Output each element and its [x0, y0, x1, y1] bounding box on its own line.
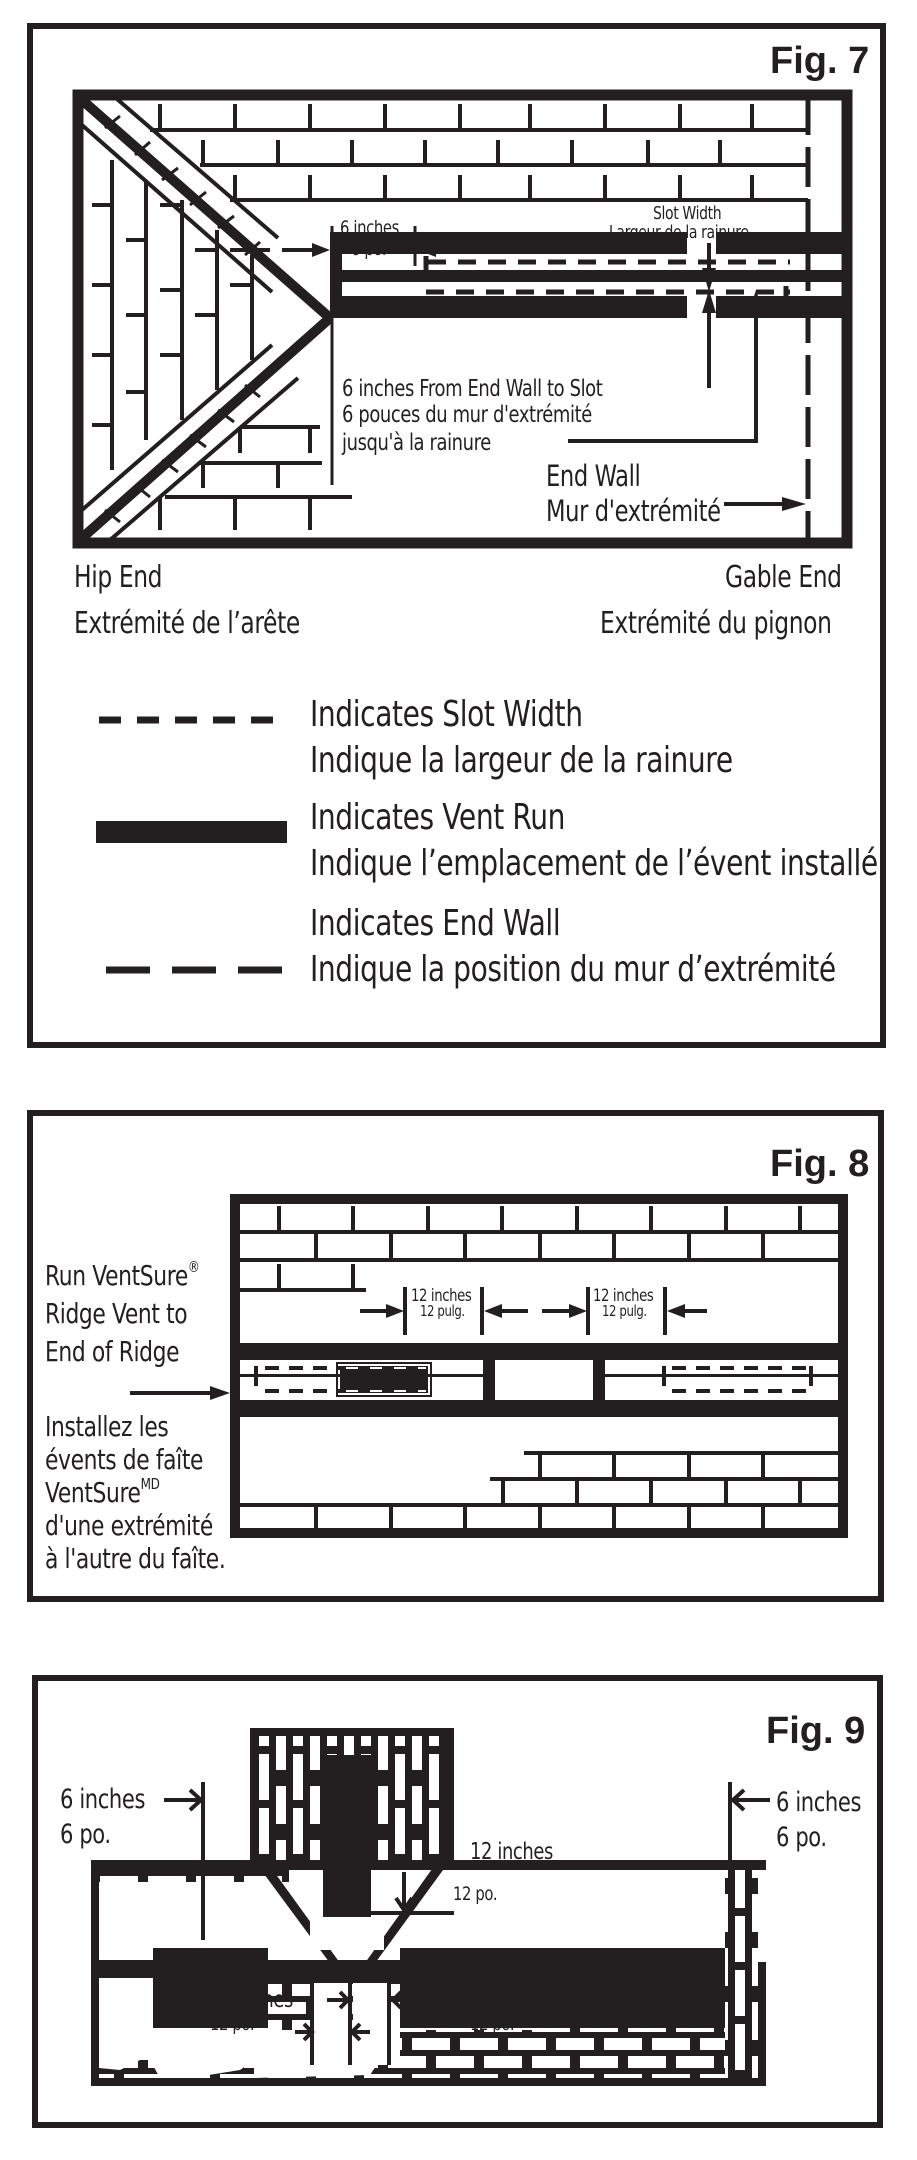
fig8-dim-a-en: 12 inches	[411, 1286, 472, 1306]
legend-slot-width-fr: Indique la largeur de la rainure	[310, 740, 733, 781]
from-end-wall-en: 6 inches From End Wall to Slot	[342, 376, 603, 402]
figure-8-title: Fig. 8	[770, 1143, 870, 1185]
gable-end-fr: Extrémité du pignon	[600, 606, 832, 641]
from-end-wall-fr2: jusqu'à la rainure	[342, 430, 491, 456]
from-end-wall-fr1: 6 pouces du mur d'extrémité	[342, 402, 592, 428]
fig8-dim-a-fr: 12 pulg.	[420, 1302, 465, 1320]
legend-slot-width-en: Indicates Slot Width	[310, 694, 583, 735]
fig8-instruction-fr-line2: évents de faîte	[45, 1443, 204, 1476]
fig8-instruction-en-line3: End of Ridge	[45, 1335, 180, 1368]
hip-end-fr: Extrémité de l’arête	[74, 606, 300, 641]
fig9-right-6in-fr: 6 po.	[776, 1822, 827, 1853]
fig8-dim-b-fr: 12 pulg.	[602, 1302, 647, 1320]
slot-width-en: Slot Width	[653, 203, 722, 224]
fig8-instruction-fr-line3: VentSure$^{MD}$	[45, 1475, 160, 1509]
dim-6in-fr: 6 po.	[351, 238, 387, 260]
legend-vent-run-en: Indicates Vent Run	[310, 797, 566, 838]
fig9-right-6in-en: 6 inches	[776, 1787, 862, 1818]
fig9-br-12in-fr: 12 po.	[470, 2013, 515, 2035]
fig9-top-12in-fr: 12 po.	[453, 1883, 498, 1905]
fig9-br-12in-en: 12 inches	[470, 1987, 553, 2013]
gable-end-en: Gable End	[725, 560, 842, 595]
fig9-bl-12in-en: 12 inches	[210, 1987, 293, 2013]
figure-7-title: Fig. 7	[770, 40, 870, 82]
fig8-instruction-en-line1: Run VentSure®	[45, 1258, 200, 1292]
fig8-instruction-fr-line1: Installez les	[45, 1410, 169, 1443]
slot-width-fr: Largeur de la rainure	[609, 222, 749, 243]
fig9-top-12in-en: 12 inches	[470, 1839, 553, 1865]
dim-6in-en: 6 inches	[340, 217, 399, 239]
fig8-instruction-en-line2: Ridge Vent to	[45, 1297, 188, 1330]
fig9-bl-12in-fr: 12 po.	[210, 2013, 255, 2035]
end-wall-en: End Wall	[546, 459, 641, 493]
figure-9-title: Fig. 9	[766, 1710, 866, 1752]
hip-end-en: Hip End	[74, 560, 163, 595]
fig9-left-6in-fr: 6 po.	[60, 1819, 111, 1850]
legend-end-wall-en: Indicates End Wall	[310, 903, 561, 944]
fig8-instruction-fr-line5: à l'autre du faîte.	[45, 1542, 226, 1575]
legend-vent-run-fr: Indique l’emplacement de l’évent installé	[310, 843, 878, 884]
legend-end-wall-fr: Indique la position du mur d’extrémité	[310, 949, 836, 990]
end-wall-fr: Mur d'extrémité	[546, 494, 721, 528]
fig8-instruction-fr-line4: d'une extrémité	[45, 1509, 213, 1542]
fig9-left-6in-en: 6 inches	[60, 1784, 146, 1815]
fig8-dim-b-en: 12 inches	[593, 1286, 654, 1306]
